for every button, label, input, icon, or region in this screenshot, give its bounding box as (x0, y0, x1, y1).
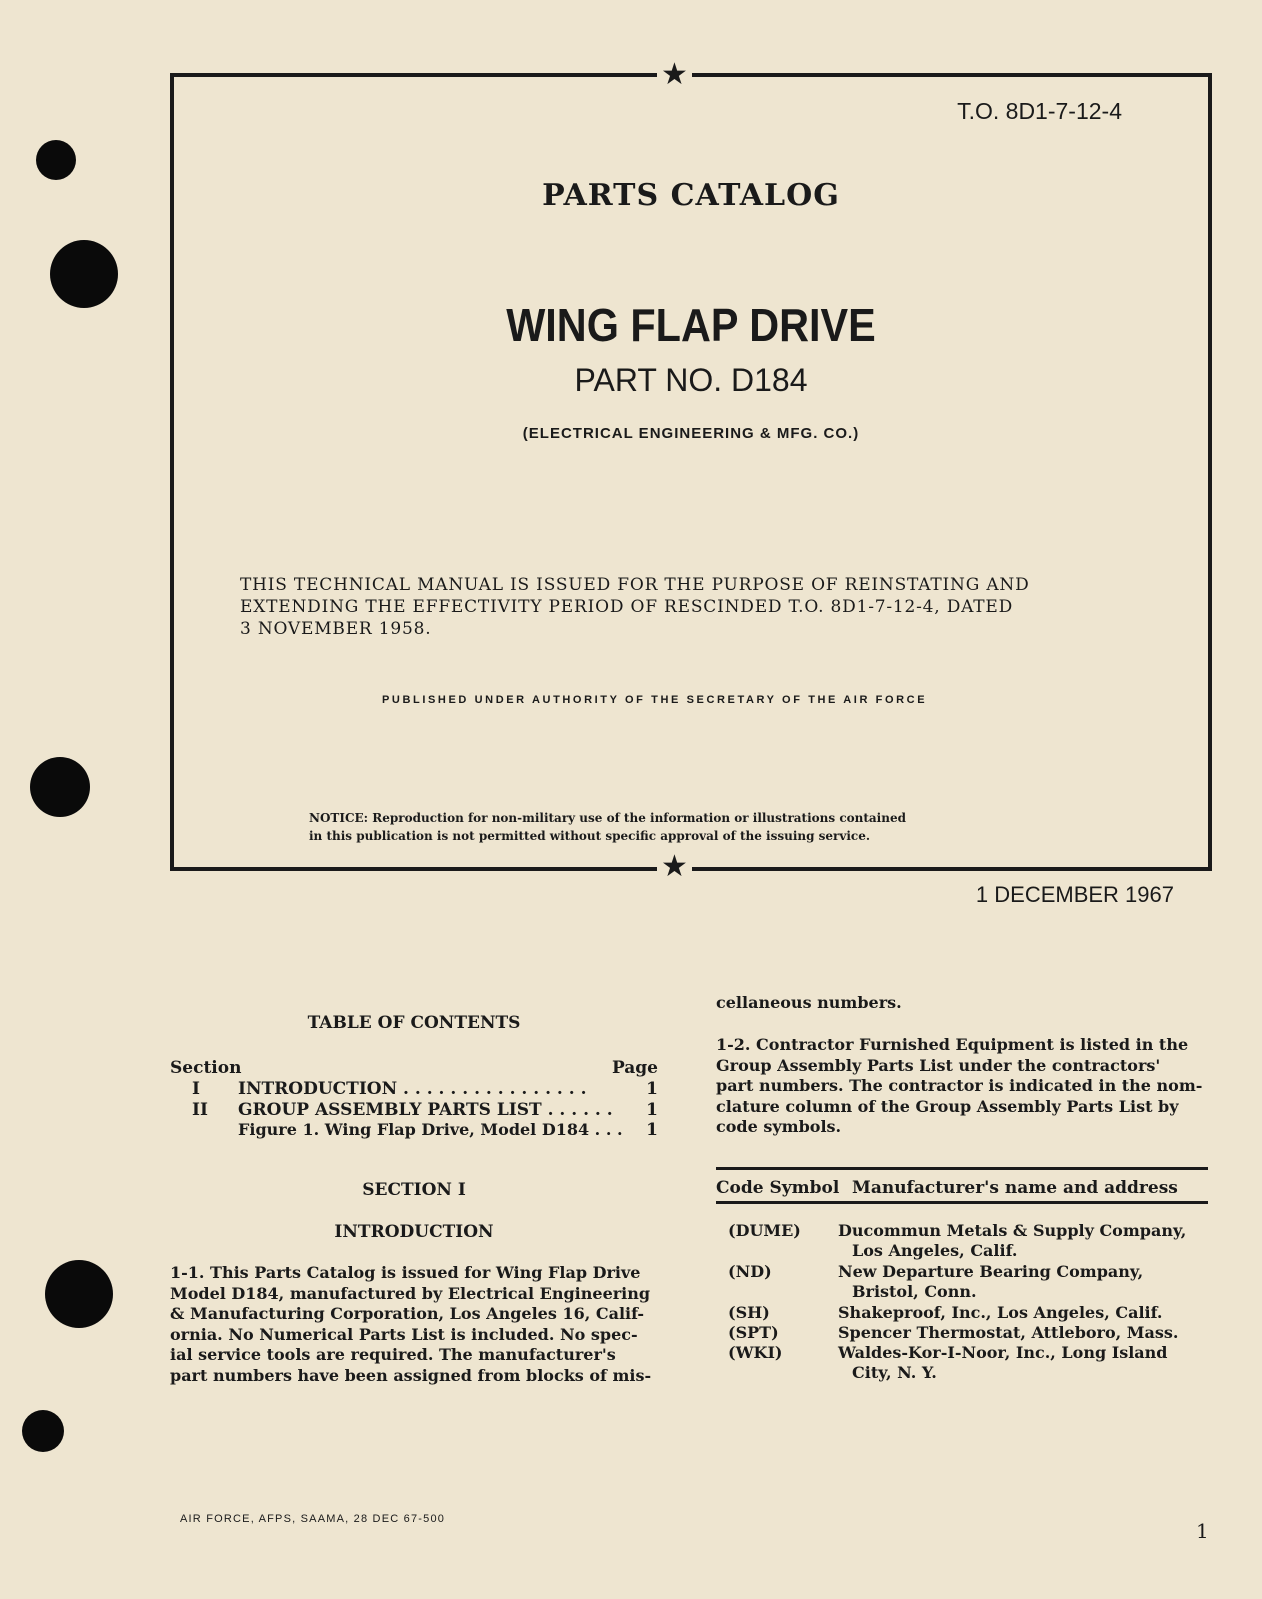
code-symbol: (ND) (728, 1262, 772, 1281)
punch-hole (22, 1410, 64, 1452)
code-symbol: (DUME) (728, 1221, 801, 1240)
item-title: WING FLAP DRIVE (506, 299, 876, 351)
toc-section: II (192, 1100, 208, 1120)
code-symbol: (SH) (728, 1303, 770, 1322)
page-number: 1 (1196, 1519, 1209, 1543)
toc-page-header: Page (611, 1058, 658, 1078)
toc-title-text: Figure 1. Wing Flap Drive, Model D184 . . . (238, 1120, 623, 1139)
table-rule (716, 1201, 1208, 1204)
authority-line: PUBLISHED UNDER AUTHORITY OF THE SECRETARY OF THE AIR FORCE (382, 694, 928, 706)
punch-hole (30, 757, 90, 817)
col-code-symbol: Code Symbol (716, 1178, 840, 1198)
manufacturer-address: Bristol, Conn. (852, 1282, 977, 1301)
manufacturer: (ELECTRICAL ENGINEERING & MFG. CO.) (522, 425, 860, 442)
section-heading: SECTION I (362, 1180, 466, 1200)
toc-title-text: GROUP ASSEMBLY PARTS LIST . . . . . . (238, 1100, 613, 1120)
toc-title-text: INTRODUCTION . . . . . . . . . . . . . . . . (238, 1079, 587, 1099)
manufacturer-name: New Departure Bearing Company, (838, 1262, 1144, 1281)
section-subheading: INTRODUCTION (334, 1222, 494, 1242)
text-line: Group Assembly Parts List under the contractors' (716, 1055, 1161, 1075)
toc-page: 1 (646, 1079, 658, 1099)
text-line: ial service tools are required. The manufacturer's (170, 1345, 616, 1364)
to-number: T.O. 8D1-7-12-4 (957, 98, 1122, 124)
manufacturer-address: City, N. Y. (852, 1363, 937, 1382)
toc-title: TABLE OF CONTENTS (307, 1013, 521, 1033)
purpose-statement (240, 574, 1030, 640)
text-line: part numbers have been assigned from blocks of mis- (170, 1365, 652, 1385)
punch-hole (50, 240, 118, 308)
purpose-line: 3 NOVEMBER 1958. (240, 619, 432, 639)
notice-line: NOTICE: Reproduction for non-military use of the information or illustrations contained (309, 811, 906, 825)
text-line: code symbols. (716, 1117, 842, 1136)
toc-section: I (192, 1079, 200, 1099)
star-icon: ★ (657, 60, 692, 90)
col-manufacturer: Manufacturer's name and address (852, 1178, 1178, 1198)
imprint: AIR FORCE, AFPS, SAAMA, 28 DEC 67-500 (180, 1513, 446, 1525)
notice (309, 809, 906, 845)
text-line: part numbers. The contractor is indicated in the nom- (716, 1076, 1203, 1095)
text-line: Model D184, manufactured by Electrical Engineering (170, 1283, 651, 1303)
text-line: 1-1. This Parts Catalog is issued for Wing Flap Drive (170, 1263, 641, 1282)
code-symbol: (SPT) (728, 1323, 779, 1342)
toc-section-header: Section (170, 1058, 242, 1078)
punch-hole (36, 140, 76, 180)
purpose-line: EXTENDING THE EFFECTIVITY PERIOD OF RESCINDED T.O. 8D1-7-12-4, DATED (240, 597, 1014, 617)
manufacturer-name: Shakeproof, Inc., Los Angeles, Calif. (838, 1303, 1163, 1322)
text-line: ornia. No Numerical Parts List is included. No spec- (170, 1324, 638, 1344)
paragraph-1-2 (716, 1035, 1202, 1138)
publication-date: 1 DECEMBER 1967 (975, 882, 1174, 907)
paragraph-1-1-continued: cellaneous numbers. (716, 993, 902, 1012)
manufacturer-name: Ducommun Metals & Supply Company, (838, 1221, 1187, 1240)
table-rule (716, 1167, 1208, 1170)
text-line: clature column of the Group Assembly Parts List by (716, 1096, 1179, 1116)
manufacturer-address: Los Angeles, Calif. (852, 1241, 1018, 1260)
text-line: 1-2. Contractor Furnished Equipment is listed in the (716, 1035, 1189, 1054)
code-symbol: (WKI) (728, 1343, 783, 1362)
punch-hole (45, 1260, 113, 1328)
manufacturer-name: Waldes-Kor-I-Noor, Inc., Long Island (838, 1343, 1168, 1362)
catalog-title: PARTS CATALOG (542, 178, 840, 213)
manufacturer-name: Spencer Thermostat, Attleboro, Mass. (838, 1323, 1179, 1342)
toc-header (170, 1058, 658, 1078)
notice-line: in this publication is not permitted without specific approval of the issuing service. (309, 829, 871, 843)
text-line: & Manufacturing Corporation, Los Angeles 16, Calif- (170, 1304, 645, 1323)
part-number: PART NO. D184 (574, 362, 808, 398)
star-icon: ★ (657, 852, 692, 882)
paragraph-1-1 (170, 1263, 651, 1386)
purpose-line: THIS TECHNICAL MANUAL IS ISSUED FOR THE PURPOSE OF REINSTATING AND (240, 575, 1030, 595)
toc-page: 1 (646, 1100, 658, 1120)
toc-page: 1 (646, 1120, 658, 1140)
